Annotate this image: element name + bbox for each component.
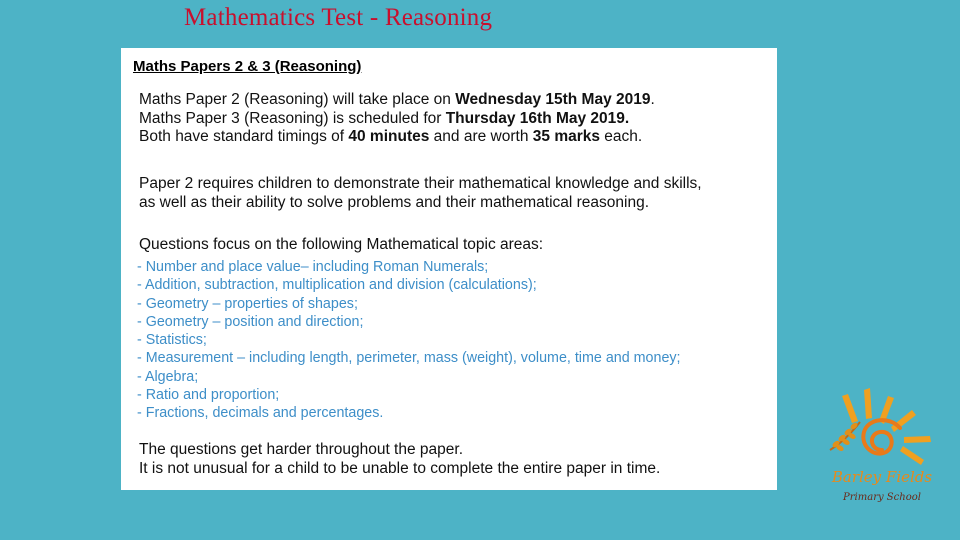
document-heading: Maths Papers 2 & 3 (Reasoning) [133, 58, 362, 75]
list-item: - Geometry – properties of shapes; [137, 295, 358, 312]
sun-barley-icon [812, 388, 952, 468]
school-name: Barley Fields [831, 468, 933, 486]
list-item: - Fractions, decimals and percentages. [137, 405, 384, 422]
requirements-paragraph: Paper 2 requires children to demonstrate their mathematical knowledge and skills, as well as their ability to solve problems and their mathematical reasoning. [139, 175, 702, 211]
list-item: - Measurement – including length, perimeter, mass (weight), volume, time and money; [137, 350, 681, 367]
closing-paragraph: The questions get harder throughout the paper. It is not unusual for a child to be unable to complete the entire paper in time. [139, 441, 661, 477]
school-subtitle: Primary School [843, 492, 921, 503]
slide-title: Mathematics Test - Reasoning [184, 4, 493, 31]
document-panel [121, 48, 777, 490]
school-logo [812, 388, 952, 510]
topic-list [137, 258, 681, 423]
paper3-date-line: Maths Paper 3 (Reasoning) is scheduled for Thursday 16th May 2019. [139, 109, 630, 127]
list-item: - Algebra; [137, 368, 199, 385]
list-item: - Geometry – position and direction; [137, 313, 364, 330]
timing-line: Both have standard timings of 40 minutes and are worth 35 marks each. [139, 128, 643, 145]
exam-dates-paragraph [139, 91, 655, 147]
topics-intro: Questions focus on the following Mathematical topic areas: [139, 236, 544, 253]
list-item: - Statistics; [137, 332, 207, 349]
paper2-date-line: Maths Paper 2 (Reasoning) will take place on Wednesday 15th May 2019. [139, 91, 655, 108]
list-item: - Ratio and proportion; [137, 387, 280, 404]
list-item: - Number and place value– including Roman Numerals; [137, 259, 489, 275]
list-item: - Addition, subtraction, multiplication and division (calculations); [137, 277, 537, 294]
